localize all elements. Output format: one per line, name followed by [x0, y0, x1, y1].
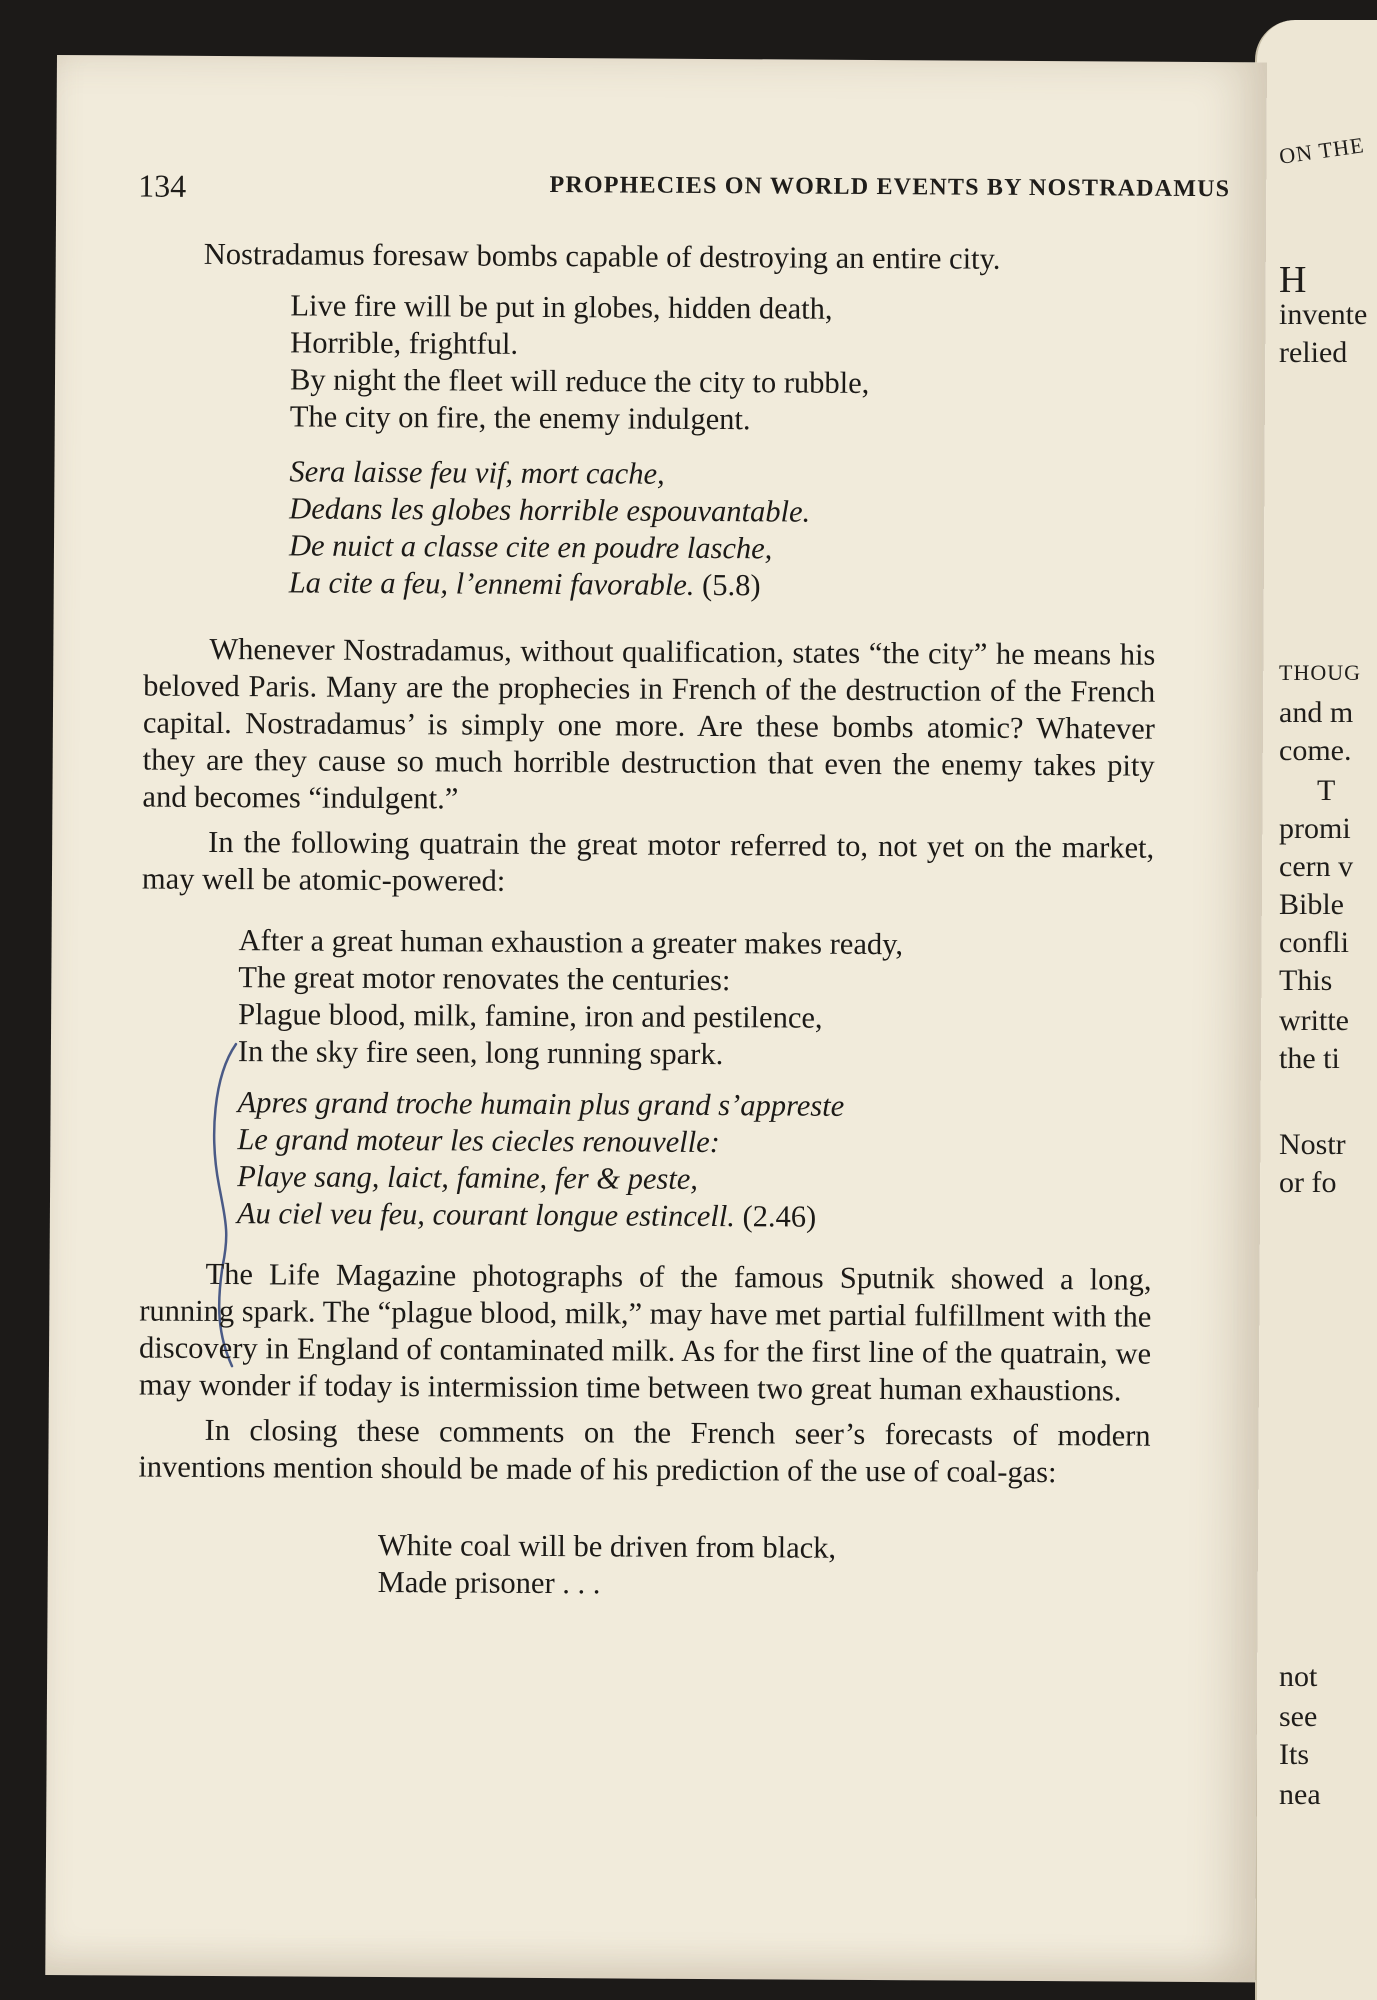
adjacent-fragment: Nostr: [1279, 1128, 1346, 1161]
quatrain-reference: (5.8): [702, 567, 761, 603]
adjacent-fragment: the ti: [1279, 1042, 1340, 1075]
quatrain-reference: (2.46): [742, 1199, 817, 1234]
verse-line: By night the fleet will reduce the city to rubble,: [289, 362, 870, 400]
verse-line: Le grand moteur les ciecles renouvelle:: [237, 1122, 720, 1160]
verse-line: Plague blood, milk, famine, iron and pestilence,: [238, 997, 823, 1035]
book-page: [45, 55, 1267, 1982]
adjacent-fragment: or fo: [1279, 1166, 1337, 1199]
verse-line-text: La cite a feu, l’ennemi favorable.: [288, 565, 695, 602]
adjacent-fragment: come.: [1279, 734, 1352, 767]
verse-line: [237, 1195, 1152, 1238]
page-body: [138, 236, 1158, 1606]
verse-line: The great motor renovates the centuries:: [238, 960, 731, 998]
verse-line: White coal will be driven from black,: [377, 1527, 837, 1565]
adjacent-fragment: cern v: [1279, 850, 1354, 883]
adjacent-fragment: THOUG: [1279, 660, 1361, 685]
adjacent-fragment: This: [1279, 964, 1333, 997]
adjacent-fragment: invente: [1279, 298, 1368, 331]
adjacent-fragment: T: [1317, 774, 1336, 807]
quatrain-english: [378, 1527, 1150, 1606]
verse-line: Horrible, frightful.: [290, 325, 519, 361]
verse-line: Playe sang, laict, famine, fer & peste,: [237, 1159, 699, 1196]
intro-paragraph: Nostradamus foresaw bombs capable of destroying an entire city.: [203, 236, 1001, 276]
adjacent-fragment: promi: [1279, 812, 1351, 845]
adjacent-fragment: confli: [1279, 926, 1349, 959]
verse-line: Sera laisse feu vif, mort cache,: [289, 454, 665, 491]
adjacent-page: [1255, 20, 1377, 2000]
verse-line: After a great human exhaustion a greater makes ready,: [238, 923, 904, 962]
adjacent-fragment: and m: [1279, 696, 1354, 729]
verse-line: The city on fire, the enemy indulgent.: [289, 399, 751, 437]
adjacent-fragment: writte: [1279, 1004, 1349, 1037]
adjacent-fragment: H: [1279, 259, 1307, 301]
quatrain-french: [289, 453, 1157, 606]
adjacent-fragment: Its: [1279, 1738, 1309, 1771]
body-paragraph: In closing these comments on the French seer’s forecasts of modern inventions mention should be made of his prediction of the use of coal-gas:: [138, 1412, 1151, 1490]
adjacent-fragment: relied: [1279, 336, 1348, 369]
quatrain-english: [238, 922, 1154, 1076]
verse-line: [289, 564, 1156, 606]
verse-line: Live fire will be put in globes, hidden death,: [290, 288, 833, 326]
page-number: 134: [138, 167, 187, 204]
body-paragraph: In the following quatrain the great motor referred to, not yet on the market, may well be atomic-powered:: [141, 824, 1155, 898]
quatrain-french: [237, 1084, 1153, 1238]
verse-line: Apres grand troche humain plus grand s’appreste: [237, 1085, 845, 1123]
verse-line-text: Au ciel veu feu, courant longue estincell.: [236, 1196, 736, 1234]
verse-line: In the sky fire seen, long running spark.: [237, 1034, 724, 1072]
adjacent-fragment: see: [1279, 1700, 1318, 1733]
quatrain-english: [290, 287, 1158, 440]
verse-line: Dedans les globes horrible espouvantable.: [289, 491, 811, 529]
adjacent-running-head: ON THE: [1277, 132, 1366, 169]
page-header: [138, 167, 1231, 204]
verse-line: De nuict a classe cite en poudre lasche,: [288, 528, 773, 566]
verse-line: Made prisoner . . .: [377, 1564, 601, 1601]
adjacent-fragment: not: [1279, 1660, 1318, 1693]
adjacent-fragment: Bible: [1279, 888, 1344, 921]
running-head: PROPHECIES ON WORLD EVENTS BY NOSTRADAMUS: [549, 172, 1231, 203]
body-paragraph: Whenever Nostradamus, without qualification, states “the city” he means his beloved Paris. Many are the prophecies in French of the destruction of the French capital. Nostradamus’ is simply one more. Are these bombs atomic? Whatever they are they cause so much horrible destruction that even the enemy takes pity and becomes “indulgent.”: [142, 631, 1156, 816]
adjacent-fragment: nea: [1279, 1778, 1321, 1811]
body-paragraph: The Life Magazine photographs of the famous Sputnik showed a long, running spark. The “plague blood, milk,” may have met partial fulfillment with the discovery in England of contaminated milk. As for the first line of the quatrain, we may wonder if today is intermission time between two great human exhaustions.: [138, 1256, 1152, 1408]
